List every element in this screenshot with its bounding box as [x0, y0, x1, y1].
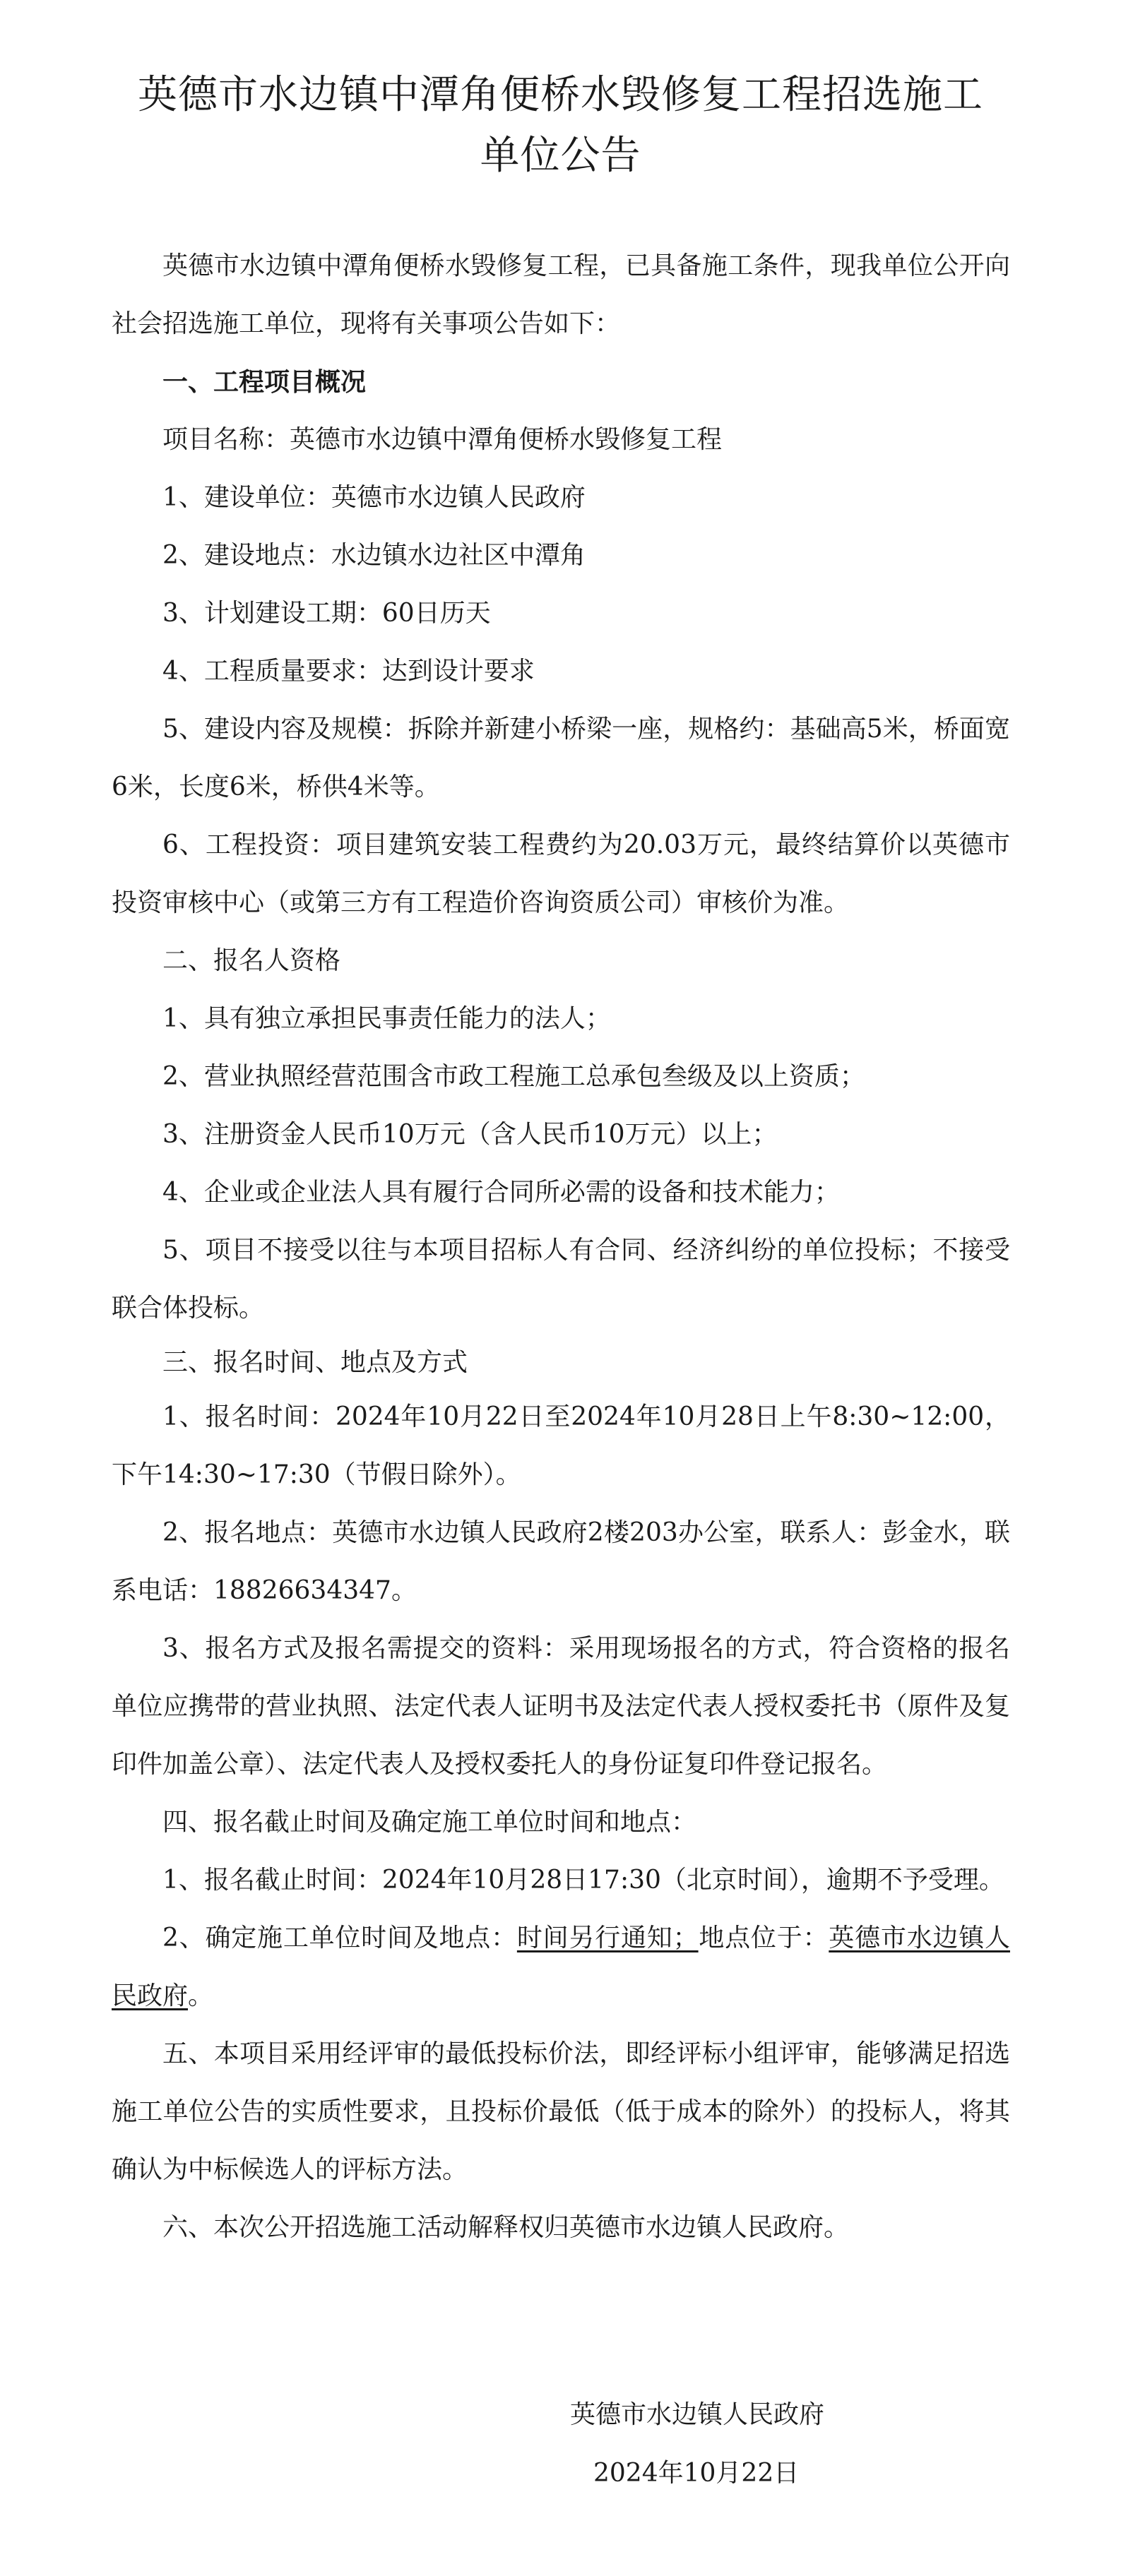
project-name: 项目名称：英德市水边镇中潭角便桥水毁修复工程	[162, 425, 723, 454]
selection-time-location	[112, 1909, 1010, 2025]
document-title	[71, 65, 1050, 186]
title-line-2: 单位公告	[480, 133, 641, 179]
registration-deadline: 1、报名截止时间：2024年10月28日17:30（北京时间），逾期不予受理。	[162, 1866, 1004, 1895]
construction-location: 2、建设地点：水边镇水边社区中潭角	[162, 541, 586, 570]
qualification-4: 4、企业或企业法人具有履行合同所必需的设备和技术能力；	[162, 1178, 840, 1207]
signature-date: 2024年10月22日	[593, 2459, 800, 2488]
section-5-paragraph: 五、本项目采用经评审的最低投标价法，即经评标小组评审，能够满足招选施工单位公告的实质性要求，且投标价最低（低于成本的除外）的投标人，将其确认为中标候选人的评标方法。	[112, 2039, 1010, 2184]
registration-method: 3、报名方式及报名需提交的资料：采用现场报名的方式，符合资格的报名单位应携带的营业执照、法定代表人证明书及法定代表人授权委托书（原件及复印件加盖公章）、法定代表人及授权委托人的身份证复印件登记报名。	[112, 1634, 1010, 1779]
intro-paragraph: 英德市水边镇中潭角便桥水毁修复工程，已具备施工条件，现我单位公开向社会招选施工单位，现将有关事项公告如下：	[112, 251, 1010, 338]
section-1-heading: 一、工程项目概况	[162, 367, 367, 397]
project-investment: 6、工程投资：项目建筑安装工程费约为20.03万元，最终结算价以英德市投资审核中心（或第三方有工程造价咨询资质公司）审核价为准。	[112, 830, 1010, 917]
construction-unit: 1、建设单位：英德市水边镇人民政府	[162, 483, 586, 512]
qualification-2: 2、营业执照经营范围含市政工程施工总承包叁级及以上资质；	[162, 1062, 865, 1091]
registration-time: 1、报名时间：2024年10月22日至2024年10月28日上午8:30~12:00，下午14:30~17:30（节假日除外）。	[112, 1402, 1010, 1489]
title-line-1: 英德市水边镇中潭角便桥水毁修复工程招选施工	[138, 72, 983, 118]
section-3-heading: 三、报名时间、地点及方式	[162, 1348, 468, 1377]
section-2-heading: 二、报名人资格	[162, 946, 341, 975]
qualification-1: 1、具有独立承担民事责任能力的法人；	[162, 1004, 611, 1033]
selection-end: 。	[188, 1981, 214, 2010]
section-4-heading: 四、报名截止时间及确定施工单位时间和地点：	[162, 1808, 697, 1837]
construction-scope: 5、建设内容及规模：拆除并新建小桥梁一座，规格约：基础高5米，桥面宽6米，长度6米，桥供4米等。	[112, 715, 1010, 801]
construction-period: 3、计划建设工期：60日历天	[162, 599, 491, 628]
section-6-paragraph: 六、本次公开招选施工活动解释权归英德市水边镇人民政府。	[162, 2213, 850, 2242]
selection-prefix: 2、确定施工单位时间及地点：	[162, 1924, 517, 1952]
selection-time: 时间另行通知；	[516, 1924, 699, 1952]
signature-organization: 英德市水边镇人民政府	[570, 2400, 825, 2429]
selection-place: 英德市水边镇人民政府	[112, 1924, 1010, 2010]
registration-location: 2、报名地点：英德市水边镇人民政府2楼203办公室，联系人：彭金水，联系电话：18826634347。	[112, 1518, 1010, 1605]
selection-mid: 地点位于：	[698, 1924, 829, 1952]
document-body	[112, 237, 1010, 2257]
quality-requirement: 4、工程质量要求：达到设计要求	[162, 657, 535, 686]
qualification-3: 3、注册资金人民币10万元（含人民币10万元）以上；	[162, 1120, 778, 1149]
qualification-5: 5、项目不接受以往与本项目招标人有合同、经济纠纷的单位投标；不接受联合体投标。	[112, 1236, 1010, 1323]
